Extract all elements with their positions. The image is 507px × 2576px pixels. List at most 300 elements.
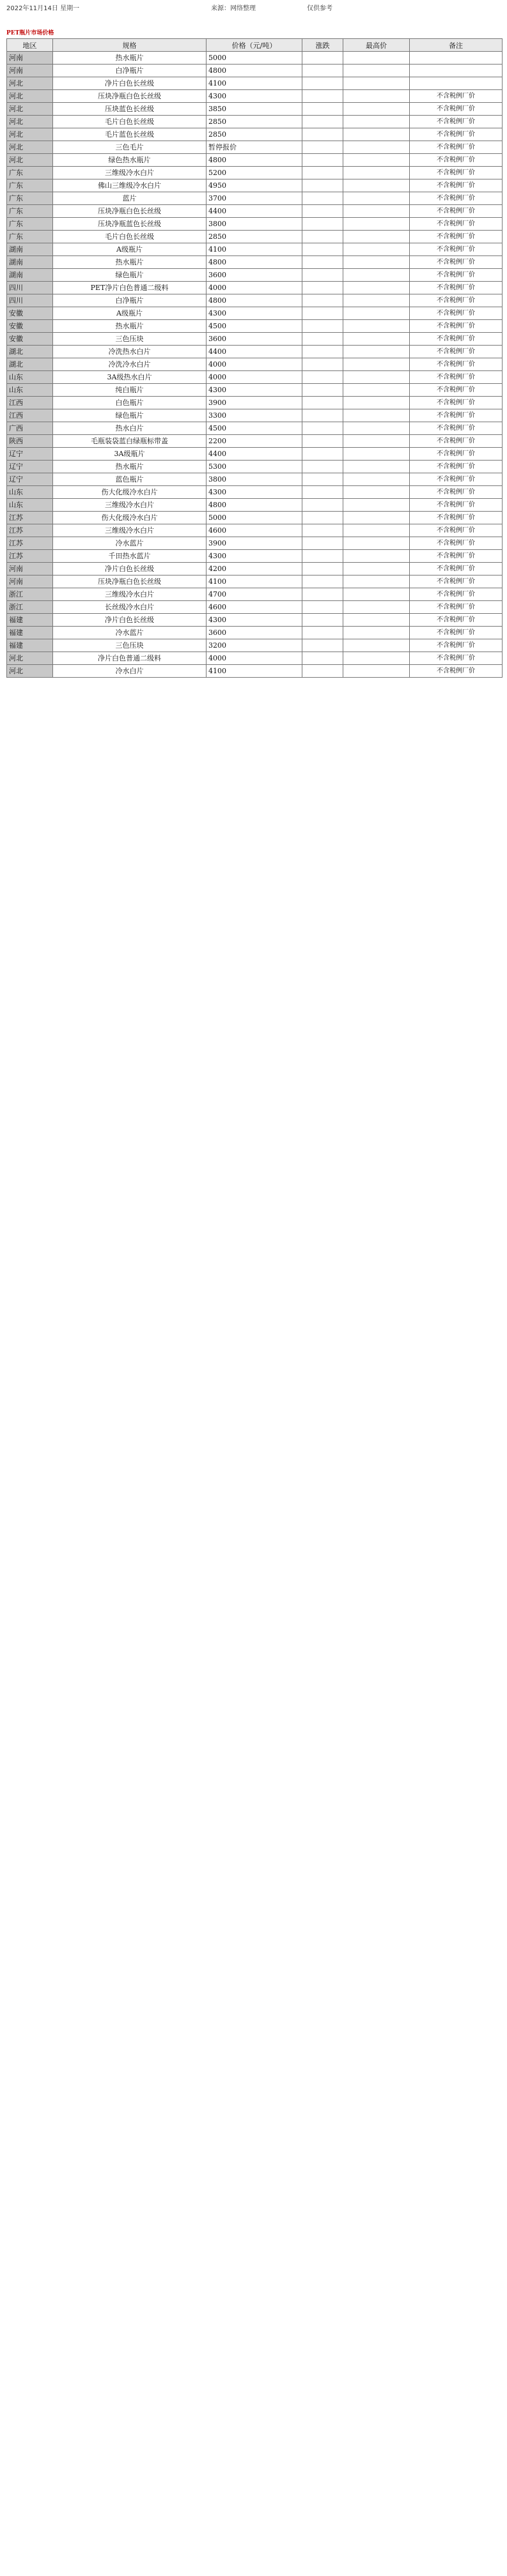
table-row <box>7 128 503 141</box>
cell-price: 3300 <box>207 409 302 422</box>
cell-price: 4000 <box>207 358 302 371</box>
cell-high <box>343 346 410 358</box>
cell-spec: 冷水蓝片 <box>53 627 207 639</box>
cell-change <box>302 371 343 384</box>
cell-note: 不含税例厂价 <box>410 409 503 422</box>
cell-high <box>343 205 410 218</box>
cell-change <box>302 282 343 294</box>
cell-spec: 三维级冷水白片 <box>53 499 207 512</box>
cell-region: 河北 <box>7 141 53 154</box>
cell-change <box>302 601 343 614</box>
table-row <box>7 512 503 524</box>
cell-spec: 纯白瓶片 <box>53 384 207 397</box>
cell-spec: 净片白色普通二级料 <box>53 652 207 665</box>
table-row <box>7 103 503 116</box>
cell-change <box>302 448 343 461</box>
table-row <box>7 499 503 512</box>
cell-spec: 毛片蓝色长丝级 <box>53 128 207 141</box>
cell-high <box>343 320 410 333</box>
cell-spec: 压块净瓶白色长丝级 <box>53 90 207 103</box>
cell-region: 山东 <box>7 486 53 499</box>
cell-spec: 三维级冷水白片 <box>53 524 207 537</box>
cell-note: 不含税例厂价 <box>410 461 503 473</box>
cell-region: 河北 <box>7 90 53 103</box>
cell-high <box>343 435 410 448</box>
cell-note: 不含税例厂价 <box>410 563 503 575</box>
cell-region: 广东 <box>7 167 53 179</box>
table-row <box>7 358 503 371</box>
cell-price: 4800 <box>207 65 302 77</box>
cell-price: 3600 <box>207 333 302 346</box>
cell-region: 广东 <box>7 205 53 218</box>
cell-note: 不含税例厂价 <box>410 639 503 652</box>
cell-high <box>343 601 410 614</box>
cell-note: 不含税例厂价 <box>410 524 503 537</box>
cell-change <box>302 397 343 409</box>
table-row <box>7 77 503 90</box>
cell-high <box>343 154 410 167</box>
cell-note: 不含税例厂价 <box>410 627 503 639</box>
table-row <box>7 346 503 358</box>
cell-spec: 佛山三维级冷水白片 <box>53 179 207 192</box>
cell-price: 3600 <box>207 627 302 639</box>
header-source: 来源：网络整理 <box>211 5 256 12</box>
cell-region: 河北 <box>7 116 53 128</box>
cell-spec: 三色压块 <box>53 333 207 346</box>
cell-region: 浙江 <box>7 601 53 614</box>
cell-price: 3200 <box>207 639 302 652</box>
cell-region: 安徽 <box>7 333 53 346</box>
cell-change <box>302 346 343 358</box>
cell-change <box>302 192 343 205</box>
table-row <box>7 294 503 307</box>
cell-spec: 净片白色长丝级 <box>53 614 207 627</box>
cell-high <box>343 333 410 346</box>
column-header-price: 价格（元/吨） <box>207 39 302 52</box>
cell-spec: 白色瓶片 <box>53 397 207 409</box>
cell-note: 不含税例厂价 <box>410 435 503 448</box>
cell-region: 广东 <box>7 218 53 231</box>
cell-note: 不含税例厂价 <box>410 141 503 154</box>
cell-change <box>302 575 343 588</box>
table-row <box>7 627 503 639</box>
cell-change <box>302 384 343 397</box>
cell-note: 不含税例厂价 <box>410 128 503 141</box>
cell-price: 2850 <box>207 128 302 141</box>
header-note: 仅供参考 <box>307 5 332 12</box>
table-row <box>7 537 503 550</box>
cell-note: 不含税例厂价 <box>410 499 503 512</box>
cell-change <box>302 256 343 269</box>
table-body <box>7 52 503 678</box>
cell-price: 4300 <box>207 90 302 103</box>
cell-note: 不含税例厂价 <box>410 282 503 294</box>
cell-note: 不含税例厂价 <box>410 588 503 601</box>
cell-price: 2200 <box>207 435 302 448</box>
cell-region: 河北 <box>7 103 53 116</box>
cell-spec: A级瓶片 <box>53 307 207 320</box>
cell-high <box>343 141 410 154</box>
cell-price: 4800 <box>207 294 302 307</box>
cell-change <box>302 409 343 422</box>
cell-spec: 压块净瓶白色长丝级 <box>53 205 207 218</box>
cell-change <box>302 52 343 65</box>
table-row <box>7 52 503 65</box>
cell-change <box>302 307 343 320</box>
cell-price: 4300 <box>207 550 302 563</box>
table-subtitle: PET瓶片市场价格 <box>6 30 54 36</box>
cell-high <box>343 448 410 461</box>
cell-region: 辽宁 <box>7 448 53 461</box>
table-row <box>7 665 503 678</box>
cell-region: 山东 <box>7 384 53 397</box>
cell-price: 4300 <box>207 486 302 499</box>
cell-region: 河南 <box>7 65 53 77</box>
cell-price: 4800 <box>207 256 302 269</box>
cell-spec: 净片白色长丝级 <box>53 77 207 90</box>
cell-note: 不含税例厂价 <box>410 448 503 461</box>
cell-region: 安徽 <box>7 320 53 333</box>
cell-high <box>343 167 410 179</box>
cell-high <box>343 499 410 512</box>
cell-region: 河北 <box>7 77 53 90</box>
column-header-high: 最高价 <box>343 39 410 52</box>
cell-region: 河北 <box>7 665 53 678</box>
cell-spec: 蓝色瓶片 <box>53 473 207 486</box>
cell-note <box>410 52 503 65</box>
cell-note: 不含税例厂价 <box>410 307 503 320</box>
cell-price: 4000 <box>207 652 302 665</box>
cell-note: 不含税例厂价 <box>410 601 503 614</box>
cell-note: 不含税例厂价 <box>410 269 503 282</box>
cell-price: 暂停报价 <box>207 141 302 154</box>
cell-note: 不含税例厂价 <box>410 103 503 116</box>
cell-region: 河南 <box>7 52 53 65</box>
table-row <box>7 639 503 652</box>
cell-spec: 毛瓶装袋蓝白绿瓶标带盖 <box>53 435 207 448</box>
cell-price: 3800 <box>207 473 302 486</box>
cell-note: 不含税例厂价 <box>410 665 503 678</box>
cell-note: 不含税例厂价 <box>410 358 503 371</box>
cell-high <box>343 307 410 320</box>
table-row <box>7 116 503 128</box>
cell-high <box>343 218 410 231</box>
cell-price: 4400 <box>207 448 302 461</box>
cell-spec: 绿色瓶片 <box>53 269 207 282</box>
cell-price: 3850 <box>207 103 302 116</box>
cell-price: 4500 <box>207 422 302 435</box>
cell-change <box>302 333 343 346</box>
cell-spec: 绿色瓶片 <box>53 409 207 422</box>
cell-change <box>302 639 343 652</box>
cell-change <box>302 65 343 77</box>
cell-region: 山东 <box>7 371 53 384</box>
cell-price: 3900 <box>207 537 302 550</box>
table-row <box>7 409 503 422</box>
cell-spec: 热水白片 <box>53 422 207 435</box>
cell-change <box>302 550 343 563</box>
cell-spec: 三维级冷水白片 <box>53 167 207 179</box>
cell-region: 四川 <box>7 282 53 294</box>
cell-change <box>302 116 343 128</box>
table-row <box>7 422 503 435</box>
cell-note: 不含税例厂价 <box>410 346 503 358</box>
cell-note: 不含税例厂价 <box>410 575 503 588</box>
cell-high <box>343 652 410 665</box>
cell-price: 4300 <box>207 307 302 320</box>
cell-region: 广东 <box>7 179 53 192</box>
table-row <box>7 243 503 256</box>
cell-spec: 热水瓶片 <box>53 320 207 333</box>
cell-change <box>302 77 343 90</box>
cell-spec: 毛片白色长丝级 <box>53 231 207 243</box>
cell-spec: 毛片白色长丝级 <box>53 116 207 128</box>
table-row <box>7 371 503 384</box>
cell-price: 4000 <box>207 371 302 384</box>
cell-high <box>343 294 410 307</box>
cell-spec: 伤大化级冷水白片 <box>53 512 207 524</box>
cell-note: 不含税例厂价 <box>410 294 503 307</box>
cell-price: 3800 <box>207 218 302 231</box>
cell-spec: 3A级瓶片 <box>53 448 207 461</box>
cell-region: 广东 <box>7 231 53 243</box>
cell-high <box>343 512 410 524</box>
cell-change <box>302 179 343 192</box>
cell-note: 不含税例厂价 <box>410 512 503 524</box>
cell-price: 5300 <box>207 461 302 473</box>
table-row <box>7 652 503 665</box>
cell-region: 福建 <box>7 627 53 639</box>
table-row <box>7 563 503 575</box>
cell-change <box>302 218 343 231</box>
cell-price: 4950 <box>207 179 302 192</box>
cell-high <box>343 473 410 486</box>
cell-change <box>302 473 343 486</box>
cell-high <box>343 52 410 65</box>
cell-change <box>302 614 343 627</box>
cell-price: 3900 <box>207 397 302 409</box>
cell-price: 5200 <box>207 167 302 179</box>
cell-spec: 蓝片 <box>53 192 207 205</box>
cell-region: 湖北 <box>7 358 53 371</box>
cell-price: 4800 <box>207 499 302 512</box>
cell-price: 4700 <box>207 588 302 601</box>
cell-change <box>302 243 343 256</box>
cell-spec: 净片白色长丝级 <box>53 563 207 575</box>
column-header-note: 备注 <box>410 39 503 52</box>
cell-high <box>343 77 410 90</box>
cell-change <box>302 524 343 537</box>
cell-spec: 伤大化级冷水白片 <box>53 486 207 499</box>
cell-price: 5000 <box>207 52 302 65</box>
cell-spec: 千田热水蓝片 <box>53 550 207 563</box>
cell-spec: A级瓶片 <box>53 243 207 256</box>
cell-region: 辽宁 <box>7 461 53 473</box>
table-row <box>7 218 503 231</box>
table-row <box>7 448 503 461</box>
table-row <box>7 269 503 282</box>
cell-spec: 热水瓶片 <box>53 461 207 473</box>
cell-spec: 热水瓶片 <box>53 256 207 269</box>
cell-high <box>343 243 410 256</box>
cell-change <box>302 461 343 473</box>
table-row <box>7 524 503 537</box>
cell-region: 江苏 <box>7 550 53 563</box>
cell-high <box>343 524 410 537</box>
table-row <box>7 397 503 409</box>
cell-high <box>343 192 410 205</box>
cell-region: 河北 <box>7 154 53 167</box>
cell-note: 不含税例厂价 <box>410 256 503 269</box>
cell-spec: 白净瓶片 <box>53 294 207 307</box>
cell-region: 湖南 <box>7 243 53 256</box>
cell-change <box>302 103 343 116</box>
cell-region: 辽宁 <box>7 473 53 486</box>
cell-high <box>343 384 410 397</box>
cell-change <box>302 320 343 333</box>
cell-region: 浙江 <box>7 588 53 601</box>
cell-spec: 三色毛片 <box>53 141 207 154</box>
cell-region: 四川 <box>7 294 53 307</box>
cell-high <box>343 103 410 116</box>
table-row <box>7 473 503 486</box>
table-row <box>7 601 503 614</box>
cell-region: 江苏 <box>7 512 53 524</box>
table-row <box>7 307 503 320</box>
cell-note: 不含税例厂价 <box>410 473 503 486</box>
table-row <box>7 141 503 154</box>
table-row <box>7 65 503 77</box>
cell-price: 4300 <box>207 614 302 627</box>
cell-price: 5000 <box>207 512 302 524</box>
cell-spec: PET净片白色普通二级料 <box>53 282 207 294</box>
cell-change <box>302 294 343 307</box>
cell-high <box>343 256 410 269</box>
cell-note: 不含税例厂价 <box>410 652 503 665</box>
cell-region: 湖南 <box>7 256 53 269</box>
cell-change <box>302 537 343 550</box>
cell-price: 4100 <box>207 665 302 678</box>
cell-note: 不含税例厂价 <box>410 384 503 397</box>
cell-note: 不含税例厂价 <box>410 486 503 499</box>
table-row <box>7 179 503 192</box>
cell-spec: 热水瓶片 <box>53 52 207 65</box>
cell-high <box>343 537 410 550</box>
cell-change <box>302 205 343 218</box>
cell-spec: 白净瓶片 <box>53 65 207 77</box>
cell-high <box>343 575 410 588</box>
cell-price: 3600 <box>207 269 302 282</box>
cell-spec: 压块蓝色长丝级 <box>53 103 207 116</box>
cell-price: 4500 <box>207 320 302 333</box>
cell-high <box>343 282 410 294</box>
cell-note: 不含税例厂价 <box>410 320 503 333</box>
cell-note: 不含税例厂价 <box>410 116 503 128</box>
cell-spec: 冷洗冷水白片 <box>53 358 207 371</box>
cell-note: 不含税例厂价 <box>410 205 503 218</box>
table-row <box>7 461 503 473</box>
cell-price: 2850 <box>207 231 302 243</box>
cell-high <box>343 563 410 575</box>
cell-note: 不含税例厂价 <box>410 614 503 627</box>
cell-change <box>302 422 343 435</box>
cell-price: 2850 <box>207 116 302 128</box>
cell-high <box>343 486 410 499</box>
header-bar <box>6 1 502 11</box>
table-row <box>7 154 503 167</box>
cell-high <box>343 128 410 141</box>
cell-spec: 三色压块 <box>53 639 207 652</box>
cell-high <box>343 588 410 601</box>
table-row <box>7 588 503 601</box>
table-row <box>7 384 503 397</box>
cell-high <box>343 550 410 563</box>
table-row <box>7 614 503 627</box>
cell-note: 不含税例厂价 <box>410 537 503 550</box>
table-row <box>7 231 503 243</box>
cell-region: 陕西 <box>7 435 53 448</box>
cell-high <box>343 614 410 627</box>
cell-region: 江苏 <box>7 524 53 537</box>
cell-region: 安徽 <box>7 307 53 320</box>
cell-change <box>302 167 343 179</box>
cell-price: 4100 <box>207 77 302 90</box>
column-header-spec: 规格 <box>53 39 207 52</box>
cell-price: 4100 <box>207 243 302 256</box>
cell-change <box>302 269 343 282</box>
header-date: 2022年11月14日 星期一 <box>6 5 80 12</box>
cell-high <box>343 422 410 435</box>
cell-spec: 3A级热水白片 <box>53 371 207 384</box>
cell-region: 江西 <box>7 409 53 422</box>
cell-note: 不含税例厂价 <box>410 333 503 346</box>
cell-change <box>302 154 343 167</box>
cell-note: 不含税例厂价 <box>410 179 503 192</box>
cell-price: 4000 <box>207 282 302 294</box>
price-table <box>6 38 503 678</box>
cell-change <box>302 588 343 601</box>
cell-note: 不含税例厂价 <box>410 231 503 243</box>
cell-region: 河南 <box>7 575 53 588</box>
table-row <box>7 192 503 205</box>
cell-high <box>343 627 410 639</box>
cell-spec: 冷水白片 <box>53 665 207 678</box>
cell-spec: 冷水蓝片 <box>53 537 207 550</box>
cell-high <box>343 409 410 422</box>
cell-change <box>302 358 343 371</box>
cell-region: 山东 <box>7 499 53 512</box>
cell-note: 不含税例厂价 <box>410 397 503 409</box>
cell-price: 4200 <box>207 563 302 575</box>
cell-spec: 三维级冷水白片 <box>53 588 207 601</box>
table-header-row <box>7 39 503 52</box>
cell-high <box>343 358 410 371</box>
table-row <box>7 90 503 103</box>
cell-high <box>343 371 410 384</box>
table-row <box>7 320 503 333</box>
cell-change <box>302 128 343 141</box>
cell-note <box>410 77 503 90</box>
table-row <box>7 256 503 269</box>
column-header-change: 涨跌 <box>302 39 343 52</box>
cell-note: 不含税例厂价 <box>410 550 503 563</box>
cell-change <box>302 563 343 575</box>
table-row <box>7 550 503 563</box>
cell-price: 4400 <box>207 346 302 358</box>
cell-region: 福建 <box>7 614 53 627</box>
table-row <box>7 575 503 588</box>
cell-spec: 压块净瓶蓝色长丝级 <box>53 218 207 231</box>
